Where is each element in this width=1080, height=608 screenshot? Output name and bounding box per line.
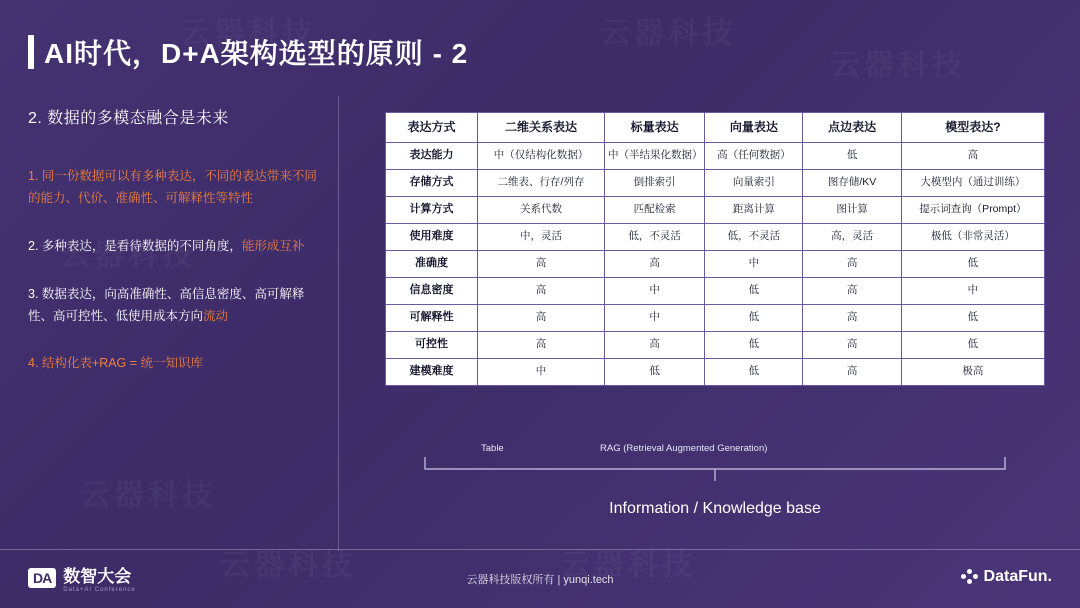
conference-name-text: 数智大会	[63, 567, 132, 586]
bullet-2	[28, 236, 328, 258]
row-label: 可控性	[386, 332, 478, 359]
table-row	[386, 170, 1045, 197]
table-cell: 高	[604, 251, 704, 278]
table-row	[386, 251, 1045, 278]
row-label: 建模难度	[386, 359, 478, 386]
table-cell: 高	[478, 278, 605, 305]
title-text: AI时代，D+A架构选型的原则 - 2	[44, 38, 469, 69]
table-cell: 高	[803, 332, 901, 359]
comparison-table	[385, 112, 1045, 386]
col-header-1: 二维关系表达	[478, 113, 605, 143]
table-cell: 低	[803, 143, 901, 170]
table-cell: 高	[478, 332, 605, 359]
watermark	[600, 8, 736, 52]
conference-subtitle: Data+AI Conference	[63, 587, 136, 593]
subheading: 2. 数据的多模态融合是未来	[28, 110, 229, 127]
table-cell: 高	[803, 359, 901, 386]
bullet-1: 1. 同一份数据可以有多种表达，不同的表达带来不同的能力、代价、准确性、可解释性等特性	[28, 169, 317, 205]
table-cell: 中	[604, 305, 704, 332]
table-cell: 中（半结果化数据）	[604, 143, 704, 170]
comparison-table-wrapper	[385, 112, 1045, 386]
table-cell: 低	[705, 359, 803, 386]
table-cell: 极高	[901, 359, 1044, 386]
bullet-3-highlight: 流动	[203, 308, 229, 323]
table-cell: 提示词查询（Prompt）	[901, 197, 1044, 224]
col-header-0: 表达方式	[386, 113, 478, 143]
table-cell: 倒排索引	[604, 170, 704, 197]
watermark	[830, 40, 966, 84]
col-header-3: 向量表达	[705, 113, 803, 143]
watermark	[80, 470, 216, 514]
row-label: 存储方式	[386, 170, 478, 197]
brace-connector	[385, 455, 1045, 483]
table-cell: 低	[705, 332, 803, 359]
table-cell: 向量索引	[705, 170, 803, 197]
row-label: 可解释性	[386, 305, 478, 332]
table-row	[386, 224, 1045, 251]
table-cell: 低	[901, 332, 1044, 359]
row-label: 计算方式	[386, 197, 478, 224]
table-row	[386, 305, 1045, 332]
col-header-2: 标量表达	[604, 113, 704, 143]
bullet-2-highlight: 能形成互补	[241, 238, 305, 253]
table-cell: 高，灵活	[803, 224, 901, 251]
knowledge-base-label: Information / Knowledge base	[609, 500, 821, 517]
table-cell: 高（任何数据）	[705, 143, 803, 170]
datafun-text: DataFun.	[983, 568, 1052, 585]
table-cell: 高	[478, 251, 605, 278]
row-label: 表达能力	[386, 143, 478, 170]
table-cell: 中，灵活	[478, 224, 605, 251]
table-cell: 中	[705, 251, 803, 278]
row-label: 信息密度	[386, 278, 478, 305]
table-cell: 图存储/KV	[803, 170, 901, 197]
footer-copyright: 云器科技版权所有 | yunqi.tech	[466, 574, 614, 586]
datafun-logo	[961, 568, 1052, 586]
table-header-row	[386, 113, 1045, 143]
table-cell: 低	[901, 305, 1044, 332]
table-row	[386, 278, 1045, 305]
table-row	[386, 197, 1045, 224]
da-mark: DA	[28, 568, 56, 588]
table-cell: 低，不灵活	[604, 224, 704, 251]
caption-table: Table	[481, 443, 504, 454]
table-cell: 低	[901, 251, 1044, 278]
col-header-5: 模型表达?	[901, 113, 1044, 143]
vertical-divider	[338, 96, 339, 551]
table-cell: 关系代数	[478, 197, 605, 224]
table-cell: 高	[901, 143, 1044, 170]
table-cell: 高	[803, 305, 901, 332]
table-cell: 高	[803, 251, 901, 278]
table-row	[386, 359, 1045, 386]
left-column	[28, 105, 328, 401]
table-cell: 大模型内（通过训练）	[901, 170, 1044, 197]
table-cell: 高	[604, 332, 704, 359]
table-cell: 中	[478, 359, 605, 386]
table-cell: 匹配检索	[604, 197, 704, 224]
row-label: 使用难度	[386, 224, 478, 251]
table-cell: 二维表、行存/列存	[478, 170, 605, 197]
table-row	[386, 143, 1045, 170]
caption-rag: RAG (Retrieval Augmented Generation)	[600, 443, 768, 454]
table-cell: 中（仅结构化数据）	[478, 143, 605, 170]
bullet-3-text: 3. 数据表达，向高准确性、高信息密度、高可解释性、高可控性、低使用成本方向	[28, 286, 305, 323]
footer	[0, 550, 1080, 608]
table-cell: 高	[478, 305, 605, 332]
bullet-2-text: 2. 多种表达，是看待数据的不同角度，	[28, 238, 242, 253]
bullet-3	[28, 284, 328, 328]
table-cell: 高	[803, 278, 901, 305]
table-cell: 极低（非常灵活）	[901, 224, 1044, 251]
table-row	[386, 332, 1045, 359]
table-cell: 低，不灵活	[705, 224, 803, 251]
table-cell: 低	[705, 278, 803, 305]
title-accent-bar	[28, 35, 34, 69]
table-cell: 低	[604, 359, 704, 386]
page-title	[28, 32, 468, 72]
table-cell: 中	[604, 278, 704, 305]
col-header-4: 点边表达	[803, 113, 901, 143]
row-label: 准确度	[386, 251, 478, 278]
bullet-4: 4. 结构化表+RAG = 统一知识库	[28, 356, 204, 371]
table-cell: 中	[901, 278, 1044, 305]
table-cell: 图计算	[803, 197, 901, 224]
table-cell: 低	[705, 305, 803, 332]
table-cell: 距离计算	[705, 197, 803, 224]
datafun-dots-icon	[961, 569, 979, 585]
